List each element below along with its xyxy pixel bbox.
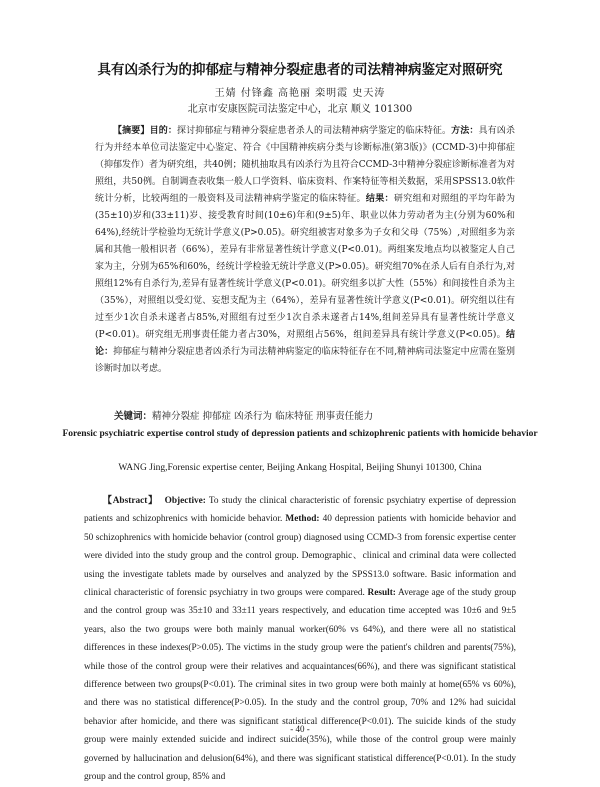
result-text-cn: 研究组和对照组的平均年龄为(35±10)岁和(33±11)岁、接受教育时间(10±6)年和(9±5)年、职业以体力劳动者为主(分别为60%和64%),经统计学检验均无统计学意义(P>0.05)。研究组被害对象多为子女和父母（75%）,对照组多为亲属和其他一般相识者（66%），差异有非常显著性统计学意义(P<0.01)。两组案发地点均以被鉴定人自己家为主，分别为65%和60%，经统计学检验无统计学意义(P>0.05)。研究组70%在杀人后有自杀行为,对照组12%有自杀行为,差异有显著性统计学意义(P<0.01)。研究组多以扩大性（55%）和间接性自杀为主（35%），对照组以受幻觉、妄想支配为主（64%），差异有显著性统计学意义(P<0.01)。研究组以往有过至少1次自杀未遂者占85%,对照组有过至少1次自杀未遂者占14%,组间差异具有显著性统计学意义(P<0.01)。研究组无刑事责任能力者占30%，对照组占56%，组间差异具有统计学意义(P<0.05)。 <box>95 194 515 340</box>
paper-title-cn: 具有凶杀行为的抑郁症与精神分裂症患者的司法精神病鉴定对照研究 <box>97 62 503 78</box>
abstract-cn <box>95 123 515 378</box>
affiliation-cn: 北京市安康医院司法鉴定中心，北京 顺义 101300 <box>187 104 413 115</box>
abstract-label-cn: 【摘要】 <box>113 126 150 136</box>
keywords-cn <box>95 408 515 422</box>
objective-label-cn: 目的： <box>149 126 177 136</box>
method-text-en: 40 depression patients with homicide behavior and 50 schizophrenics with homicide behavior (control group) diagnosed using CCMD-3 from forensic expertise center were divided into the study group and the control group. Demographic、clinical and criminal data were collected using the investigate tablets made by ourselves and analyzed by the SPSS13.0 software. Basic information and clinical characteristic of forensic psychiatry in two groups were compared. <box>84 514 516 599</box>
paper-title-en: Forensic psychiatric expertise control study of depression patients and schizophrenic patients with homicide behavior <box>62 429 538 439</box>
author-affiliation-en: WANG Jing,Forensic expertise center, Beijing Ankang Hospital, Beijing Shunyi 101300, China <box>118 463 482 473</box>
keywords-label-cn: 关键词： <box>114 411 153 422</box>
method-label-en: Method: <box>285 514 320 525</box>
result-label-en: Result: <box>367 588 396 599</box>
result-text-en: Average age of the study group and the control group was 35±10 and 33±11 years respectively, and education time accepted was 10±6 and 9±5 years, also the two groups were both mainly manual worker(60% vs 64%), and there were all no statistical differences in these indexes(P>0.05). The victims in the study group were the patient's children and parents(75%), while those of the control group were their relatives and acquaintances(66%), and there was significant statistical difference between two groups(P<0.01). The criminal sites in two group were both mainly at home(65% vs 60%), and there was no statistical difference(P>0.05). In the study and the control group, 70% and 12% had suicidal behavior after homicide, and there was significant statistical difference(P<0.01). The suicide kinds of the study group were mainly extended suicide and indirect suicide(35%), while those of the control group were mainly governed by hallucination and delusion(64%), and there was significant statistical difference(P<0.01). In the study group and the control group, 85% and <box>84 588 516 783</box>
objective-label-en: Objective: <box>164 496 206 506</box>
objective-text-cn: 探讨抑郁症与精神分裂症患者杀人的司法精神病学鉴定的临床特征。 <box>176 126 452 136</box>
page-number: - 40 - <box>290 724 310 734</box>
objective-text-en: To study the clinical characteristic of forensic psychiatry expertise of depression patients and schizophrenics with homicide behavior. <box>84 496 517 525</box>
abstract-en <box>84 492 516 787</box>
author-list-cn: 王婧 付锋鑫 高艳丽 栾明霞 史天涛 <box>214 88 386 99</box>
method-label-cn: 方法： <box>451 126 479 136</box>
method-text-cn: 具有凶杀行为并经本单位司法鉴定中心鉴定、符合《中国精神疾病分类与诊断标准(第3版)》(CCMD-3)中抑郁症（抑郁发作）者为研究组，共40例；随机抽取具有凶杀行为且符合CCMD-3中精神分裂症诊断标准者为对照组，共50例。自制调查表收集一般人口学资料、临床资料、作案特征等相关数据，采用SPSS13.0软件统计分析，比较两组的一般资料及司法精神病学鉴定的临床特征。 <box>95 126 515 204</box>
keywords-value-cn: 精神分裂症 抑郁症 凶杀行为 临床特征 刑事责任能力 <box>152 411 374 422</box>
conclusion-text-cn: 抑郁症与精神分裂症患者凶杀行为司法精神病鉴定的临床特征存在不同,精神病司法鉴定中应需在鉴别诊断时加以考虑。 <box>95 347 515 374</box>
conclusion-label-cn: 结论： <box>95 330 515 357</box>
abstract-label-en: 【Abstract】 <box>102 496 159 506</box>
result-label-cn: 结果： <box>365 194 394 204</box>
